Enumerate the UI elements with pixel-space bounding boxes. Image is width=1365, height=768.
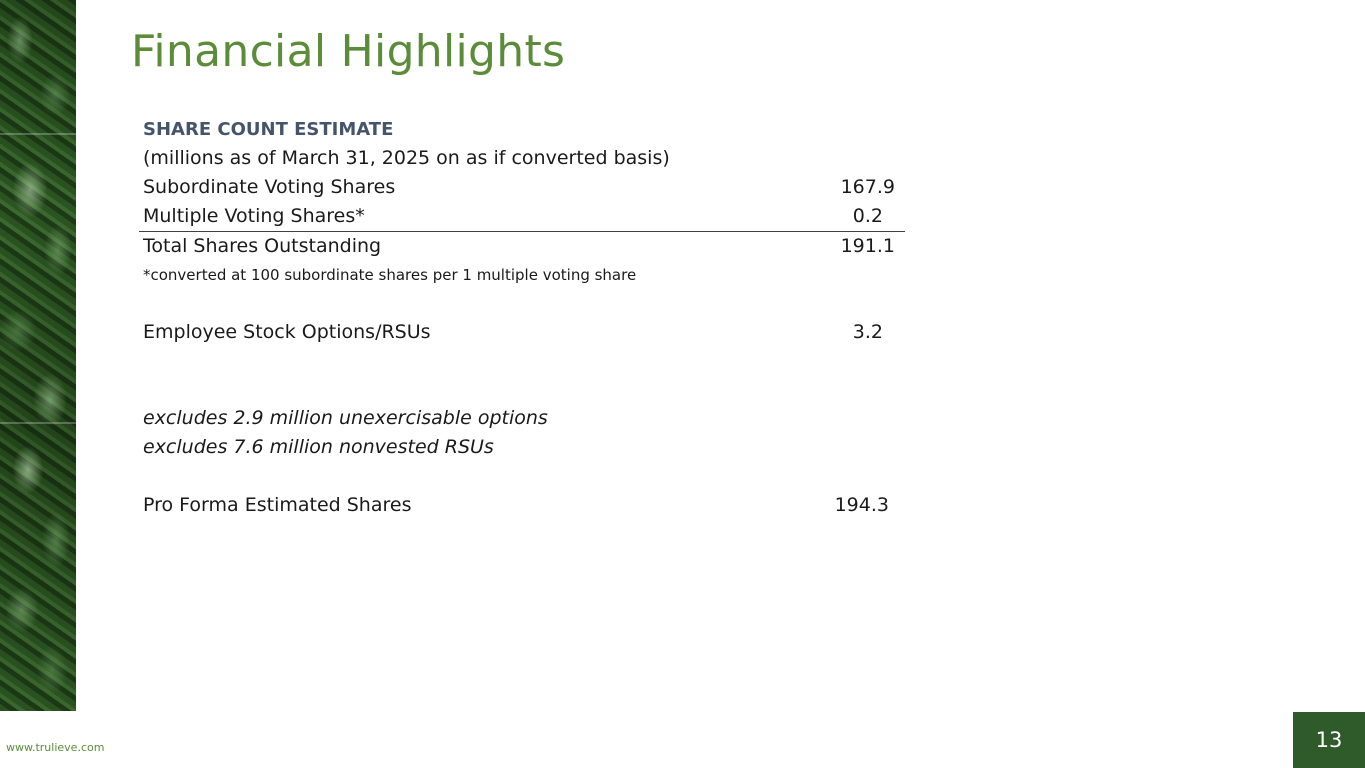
table-subheading: (millions as of March 31, 2025 on as if converted basis): [143, 147, 670, 169]
footnote: *converted at 100 subordinate shares per 1 multiple voting share: [143, 266, 637, 284]
table-row: [139, 491, 905, 520]
share-count-table: [139, 115, 905, 520]
row-value: 0.2: [852, 205, 883, 227]
row-label: Pro Forma Estimated Shares: [143, 494, 412, 516]
slide-title: Financial Highlights: [131, 26, 566, 77]
table-row: [139, 232, 905, 261]
cannabis-leaf-image-strip: [0, 0, 76, 711]
row-label: Multiple Voting Shares*: [143, 205, 365, 227]
table-heading: SHARE COUNT ESTIMATE: [143, 119, 394, 140]
row-value: 3.2: [852, 321, 883, 343]
exclusion-note: excludes 2.9 million unexercisable options: [143, 407, 548, 429]
row-label: Employee Stock Options/RSUs: [143, 321, 431, 343]
row-value: 167.9: [840, 176, 895, 198]
table-row: [139, 173, 905, 202]
exclusion-note: excludes 7.6 million nonvested RSUs: [143, 436, 494, 458]
row-label: Subordinate Voting Shares: [143, 176, 396, 198]
page-number: 13: [1315, 728, 1343, 752]
row-value: 194.3: [834, 494, 889, 516]
page-number-badge: [1293, 712, 1365, 768]
footer-website-link[interactable]: www.trulieve.com: [6, 741, 105, 754]
table-row: [139, 202, 905, 232]
row-value: 191.1: [840, 235, 895, 257]
row-label: Total Shares Outstanding: [143, 235, 382, 257]
table-row: [139, 318, 905, 347]
